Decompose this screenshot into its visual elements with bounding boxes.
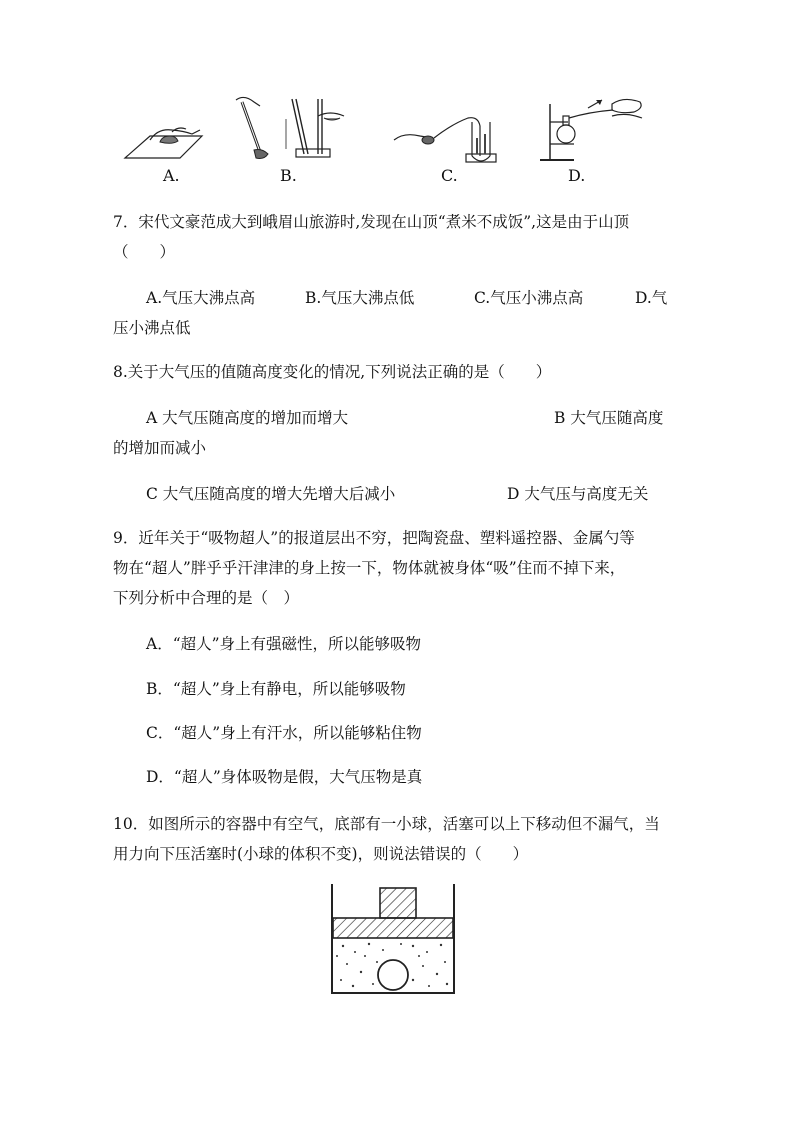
q10-stem-line2: 用力向下压活塞时(小球的体积不变)，则说法错误的（ ） (113, 845, 529, 863)
q6-label-c: C. (441, 166, 458, 185)
q7-option-b: B.气压大沸点低 (305, 289, 415, 307)
u-tube-manometer-figure (390, 108, 510, 164)
q7-option-d: D.气 (635, 289, 668, 307)
q6-label-b: B. (280, 166, 297, 185)
torricelli-tube-figure (232, 94, 350, 164)
q9-stem-line2: 物在“超人”胖乎乎汗津津的身上按一下，物体就被身体“吸”住而不掉下来， (113, 559, 626, 577)
q6-label-d: D. (568, 166, 586, 185)
q9-stem-line3: 下列分析中合理的是（ ） (113, 589, 300, 607)
q7-option-d-continued: 压小沸点低 (113, 319, 191, 337)
q9-option-b: B．“超人”身上有静电，所以能够吸物 (146, 680, 406, 698)
q7-option-a: A.气压大沸点高 (146, 289, 256, 307)
q9-option-c: C．“超人”身上有汗水，所以能够粘住物 (146, 724, 422, 742)
q6-label-a: A. (163, 166, 180, 185)
q7-stem-line1: 7．宋代文豪范成大到峨眉山旅游时,发现在山顶“煮米不成饭”,这是由于山顶 (113, 213, 630, 231)
flask-on-stand-figure (538, 94, 648, 164)
q10-stem-line1: 10．如图所示的容器中有空气，底部有一小球，活塞可以上下移动但不漏气，当 (113, 815, 660, 833)
q7-stem-line2: （ ） (113, 243, 176, 261)
q8-stem: 8.关于大气压的值随高度变化的情况,下列说法正确的是（ ） (113, 363, 552, 381)
q8-option-b: B 大气压随高度 (554, 409, 664, 427)
q8-option-b-continued: 的增加而减小 (113, 439, 207, 457)
container-piston-ball-figure (325, 880, 460, 1000)
q8-option-d: D 大气压与高度无关 (507, 485, 649, 503)
q8-option-a: A 大气压随高度的增加而增大 (146, 409, 349, 427)
hand-pressing-paper-figure (120, 118, 205, 163)
q8-option-c: C 大气压随高度的增大先增大后减小 (146, 485, 396, 503)
q9-option-d: D．“超人”身体吸物是假，大气压物是真 (146, 768, 423, 786)
q9-stem-line1: 9．近年关于“吸物超人”的报道层出不穷，把陶瓷盘、塑料遥控器、金属勺等 (113, 529, 635, 547)
q7-option-c: C.气压小沸点高 (474, 289, 584, 307)
q9-option-a: A．“超人”身上有强磁性，所以能够吸物 (146, 635, 422, 653)
